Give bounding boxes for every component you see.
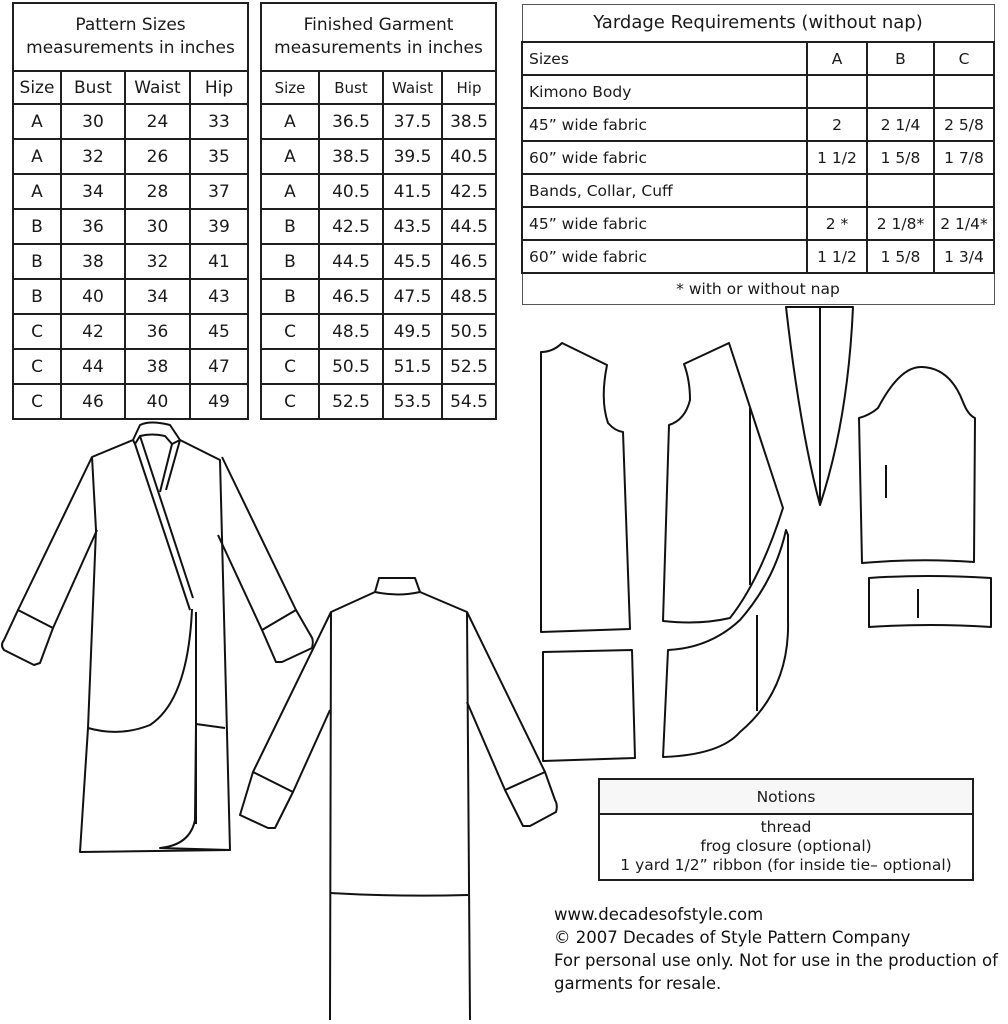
table-cell: 38 (61, 244, 125, 279)
table-cell: 44.5 (442, 209, 496, 244)
notion-item: 1 yard 1/2” ribbon (for inside tie– optional) (620, 856, 952, 874)
column-header-waist: Waist (383, 71, 442, 104)
table-cell: 44.5 (319, 244, 383, 279)
table-cell: 49 (190, 384, 248, 419)
table-cell: 26 (125, 139, 190, 174)
table-cell: 45 (190, 314, 248, 349)
yardage-title: Yardage Requirements (without nap) (522, 5, 994, 43)
table-cell: 2 1/8* (867, 207, 934, 240)
table-cell: 53.5 (383, 384, 442, 419)
table-cell: 42.5 (442, 174, 496, 209)
column-header-c: C (934, 42, 994, 75)
table-cell: 2 (807, 108, 867, 141)
table-cell: A (13, 174, 61, 209)
pattern-pieces (541, 307, 991, 761)
table-cell: 2 5/8 (934, 108, 994, 141)
table-cell: 1 5/8 (867, 240, 934, 273)
back-bodice-piece (541, 343, 630, 632)
notions-title: Notions (599, 779, 973, 814)
pattern-sizes-title-line1: Pattern Sizes (75, 15, 186, 35)
table-cell: 48.5 (319, 314, 383, 349)
table-cell: C (13, 384, 61, 419)
table-cell: 51.5 (383, 349, 442, 384)
table-cell: 2 1/4* (934, 207, 994, 240)
table-cell: 45.5 (383, 244, 442, 279)
table-cell: 32 (61, 139, 125, 174)
front-lapel-right (166, 440, 180, 490)
front-cuff-right (262, 610, 313, 662)
back-sleeve-right-outer (467, 612, 545, 772)
table-cell: B (261, 209, 319, 244)
front-sleeve-left-inner (53, 530, 97, 628)
table-cell: B (261, 244, 319, 279)
column-header-b: B (867, 42, 934, 75)
table-cell: 44 (61, 349, 125, 384)
table-cell: 48.5 (442, 279, 496, 314)
table-cell: 1 5/8 (867, 141, 934, 174)
column-header-sizes: Sizes (522, 42, 807, 75)
table-cell: 28 (125, 174, 190, 209)
usage-notice-line2: garments for resale. (554, 974, 722, 993)
kimono-front-view-illustration (2, 423, 313, 853)
column-header-hip: Hip (442, 71, 496, 104)
table-cell: 40.5 (442, 139, 496, 174)
pattern-sizes-title-line2: measurements in inches (26, 38, 235, 58)
column-header-size: Size (261, 71, 319, 104)
table-cell: 37 (190, 174, 248, 209)
table-cell: A (13, 139, 61, 174)
table-cell: 34 (61, 174, 125, 209)
table-cell: C (13, 314, 61, 349)
table-cell: 47.5 (383, 279, 442, 314)
table-cell: 46.5 (319, 279, 383, 314)
table-cell: B (13, 279, 61, 314)
table-cell: 52.5 (319, 384, 383, 419)
table-cell: 36.5 (319, 104, 383, 139)
table-cell: 33 (190, 104, 248, 139)
table-cell: 49.5 (383, 314, 442, 349)
table-cell: 43 (190, 279, 248, 314)
table-cell: 43.5 (383, 209, 442, 244)
column-header-bust: Bust (61, 71, 125, 104)
back-skirt-panel-piece (543, 650, 635, 761)
website-link[interactable]: www.decadesofstyle.com (554, 905, 764, 924)
back-hem-seam (330, 893, 468, 896)
column-header-size: Size (13, 71, 61, 104)
table-cell: 39.5 (383, 139, 442, 174)
table-cell: 60” wide fabric (522, 141, 807, 174)
finished-garment-title-line2: measurements in inches (274, 38, 483, 58)
table-cell: C (261, 384, 319, 419)
table-cell: 36 (61, 209, 125, 244)
table-cell: A (261, 104, 319, 139)
front-lapel-right-inner (160, 444, 172, 492)
table-cell: 40 (125, 384, 190, 419)
table-cell: 52.5 (442, 349, 496, 384)
table-cell: Bands, Collar, Cuff (522, 174, 807, 207)
notion-item: frog closure (optional) (700, 837, 872, 855)
table-cell: 1 1/2 (807, 141, 867, 174)
column-header-waist: Waist (125, 71, 190, 104)
back-sleeve-left-inner (293, 710, 330, 792)
table-cell: Kimono Body (522, 75, 807, 108)
table-cell: 41 (190, 244, 248, 279)
back-sleeve-right-inner (467, 702, 505, 790)
back-cuff-left (240, 772, 293, 828)
front-collar (133, 423, 180, 445)
table-cell: A (261, 139, 319, 174)
notion-item: thread (760, 818, 812, 836)
table-cell: 32 (125, 244, 190, 279)
yardage-footnote: * with or without nap (522, 273, 994, 305)
front-bodice-piece (663, 343, 783, 622)
table-cell: 46 (61, 384, 125, 419)
table-cell: 45” wide fabric (522, 108, 807, 141)
table-cell: 50.5 (442, 314, 496, 349)
table-cell: 1 3/4 (934, 240, 994, 273)
table-cell: 42.5 (319, 209, 383, 244)
table-cell: 54.5 (442, 384, 496, 419)
table-cell: 45” wide fabric (522, 207, 807, 240)
table-cell: 1 1/2 (807, 240, 867, 273)
table-cell: C (13, 349, 61, 384)
table-cell: C (261, 349, 319, 384)
back-cuff-right (505, 772, 557, 826)
table-cell: B (13, 244, 61, 279)
back-collar (375, 578, 420, 595)
table-cell: 30 (125, 209, 190, 244)
table-cell: 40 (61, 279, 125, 314)
column-header-a: A (807, 42, 867, 75)
table-cell: 2 * (807, 207, 867, 240)
table-cell: C (261, 314, 319, 349)
sleeve-piece (859, 367, 975, 563)
front-sleeve-right-outer (222, 457, 296, 610)
table-cell: 40.5 (319, 174, 383, 209)
front-wrap-panel (88, 609, 192, 732)
table-cell: 1 7/8 (934, 141, 994, 174)
cuff-piece (869, 576, 991, 627)
kimono-back-view-illustration (240, 578, 557, 1020)
back-body (330, 592, 470, 1020)
front-pocket-line (196, 724, 225, 728)
table-cell: A (261, 174, 319, 209)
table-cell: 46.5 (442, 244, 496, 279)
front-lapel-left-inner (140, 436, 193, 598)
table-cell: 35 (190, 139, 248, 174)
table-cell: 42 (61, 314, 125, 349)
column-header-hip: Hip (190, 71, 248, 104)
table-cell: B (13, 209, 61, 244)
copyright-text: © 2007 Decades of Style Pattern Company (554, 928, 911, 947)
column-header-bust: Bust (319, 71, 383, 104)
table-cell: A (13, 104, 61, 139)
table-cell: B (261, 279, 319, 314)
table-cell: 41.5 (383, 174, 442, 209)
table-cell: 60” wide fabric (522, 240, 807, 273)
table-cell: 30 (61, 104, 125, 139)
front-cuff-left (2, 610, 53, 665)
table-cell: 38.5 (319, 139, 383, 174)
front-sleeve-left-outer (18, 457, 92, 610)
table-cell: 2 1/4 (867, 108, 934, 141)
table-cell: 38 (125, 349, 190, 384)
front-skirt-panel-piece (663, 530, 788, 757)
table-cell: 37.5 (383, 104, 442, 139)
table-cell: 47 (190, 349, 248, 384)
finished-garment-title-line1: Finished Garment (303, 15, 454, 35)
usage-notice-line1: For personal use only. Not for use in the production of (554, 951, 998, 970)
table-cell: 24 (125, 104, 190, 139)
table-cell: 36 (125, 314, 190, 349)
table-cell: 50.5 (319, 349, 383, 384)
table-cell: 39 (190, 209, 248, 244)
table-cell: 38.5 (442, 104, 496, 139)
front-lapel-left (135, 444, 190, 610)
table-cell: 34 (125, 279, 190, 314)
